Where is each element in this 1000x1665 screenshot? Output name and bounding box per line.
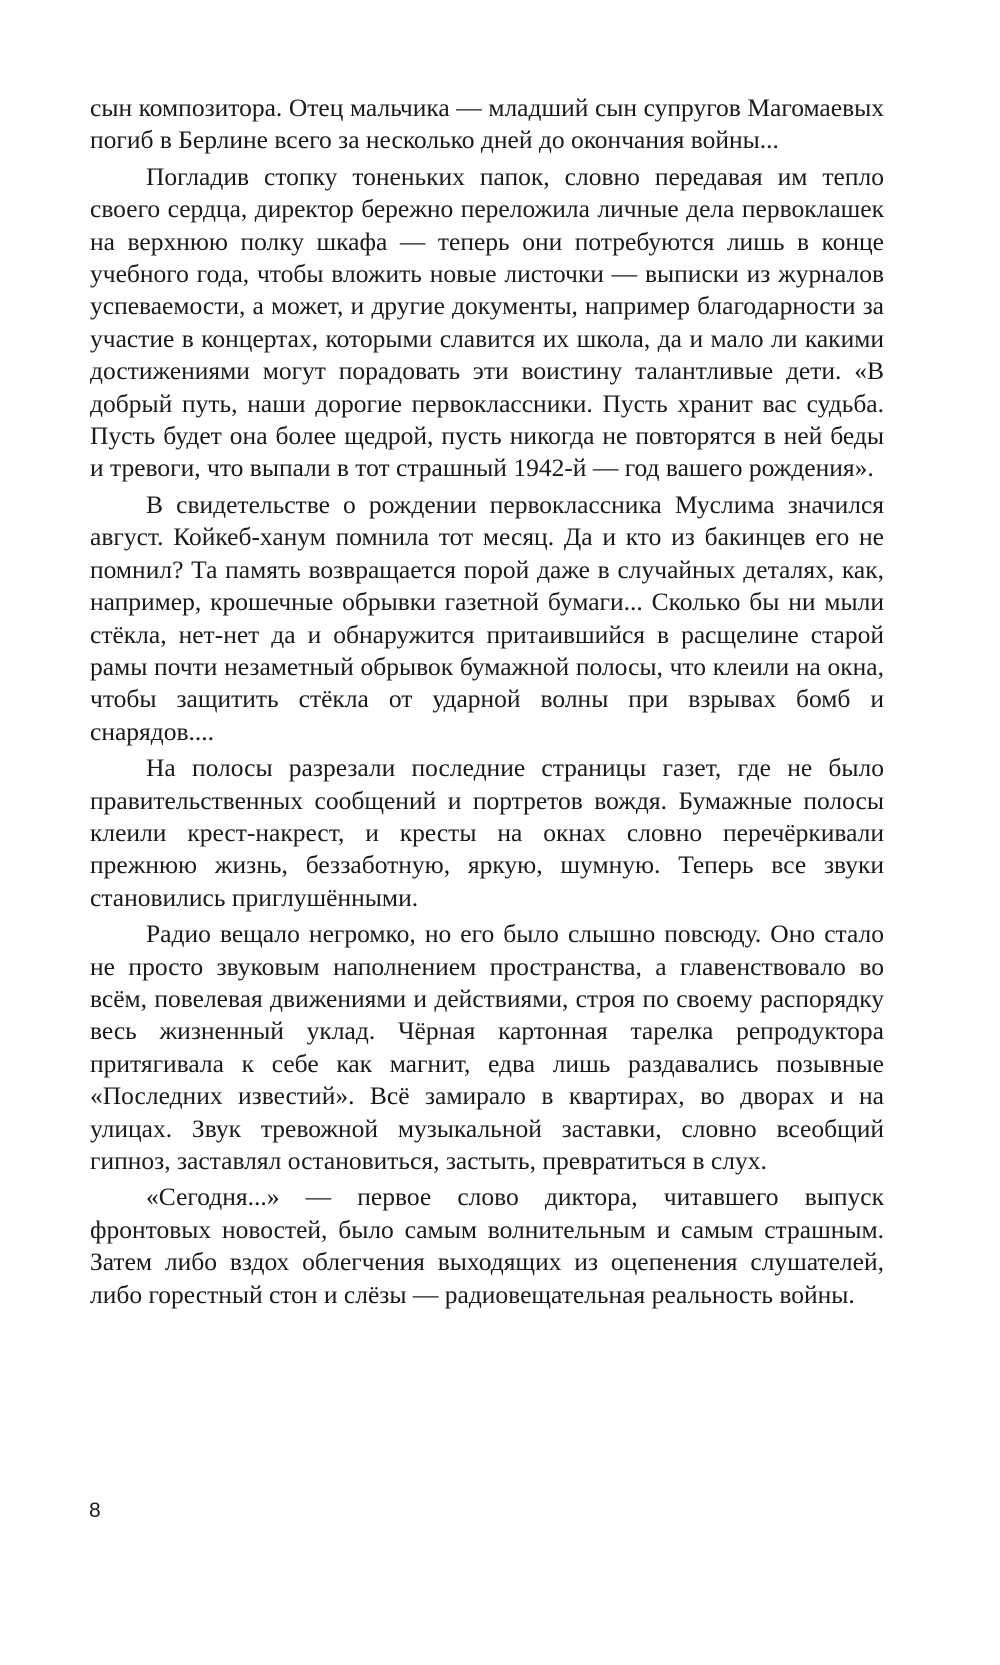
paragraph: «Сегодня...» — первое слово диктора, читавшего выпуск фронтовых новостей, было самым волнительным и самым страшным. Затем либо вздох облегчения выходящих из оцепенения слушателей, либо горестный стон и слёзы — радиовещательная реальность войны. [90,1182,884,1309]
paragraph: На полосы разрезали последние страницы газет, где не было правительственных сообщений и портретов вождя. Бумажные полосы клеили крест-накрест, и кресты на окнах словно перечёркивали прежнюю жизнь, беззаботную, яркую, шумную. Теперь все звуки становились приглушёнными. [90,753,884,912]
body-text [90,92,884,1311]
page-number: 8 [89,1499,101,1522]
paragraph-continued: сын композитора. Отец мальчика — младший сын супругов Магомаевых погиб в Берлине всего за несколько дней до окончания войны... [90,93,884,155]
paragraph: Погладив стопку тоненьких папок, словно передавая им тепло своего сердца, директор бережно переложила личные дела первоклашек на верхнюю полку шкафа — теперь они потребуются лишь в конце учебного года, чтобы вложить новые листочки — выписки из журналов успеваемости, а может, и другие документы, например благодарности за участие в концертах, которыми славится их школа, да и мало ли какими достижениями могут порадовать эти воистину талантливые дети. «В добрый путь, наши дорогие первоклассники. Пусть хранит вас судьба. Пусть будет она более щедрой, пусть никогда не повторятся в ней беды и тревоги, что выпали в тот страшный 1942-й — год вашего рождения». [90,161,884,483]
paragraph: В свидетельстве о рождении первоклассника Муслима значился август. Койкеб-ханум помнила тот месяц. Да и кто из бакинцев его не помнил? Та память возвращается порой даже в случайных деталях, как, например, крошечные обрывки газетной бумаги... Сколько бы ни мыли стёкла, нет-нет да и обнаружится притаившийся в расщелине старой рамы почти незаметный обрывок бумажной полосы, что клеили на окна, чтобы защитить стёкла от ударной волны при взрывах бомб и снарядов.... [90,489,884,746]
paragraph: Радио вещало негромко, но его было слышно повсюду. Оно стало не просто звуковым наполнением пространства, а главенствовало во всём, повелевая движениями и действиями, строя по своему распорядку весь жизненный уклад. Чёрная картонная тарелка репродуктора притягивала к себе как магнит, едва лишь раздавались позывные «Последних известий». Всё замирало в квартирах, во дворах и на улицах. Звук тревожной музыкальной заставки, словно всеобщий гипноз, заставлял остановиться, застыть, превратиться в слух. [90,919,884,1175]
